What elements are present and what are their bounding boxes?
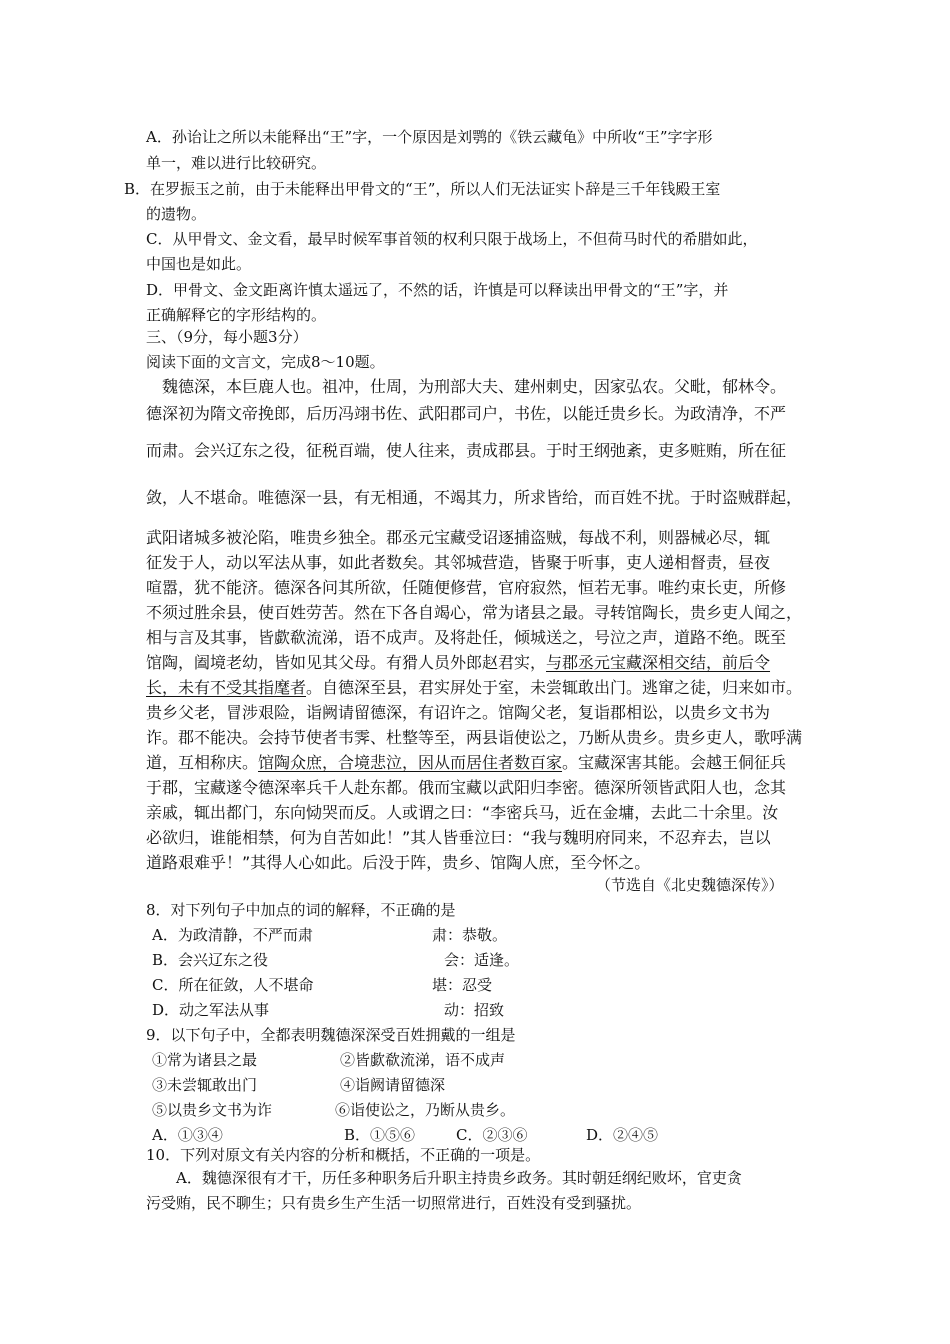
q9-item-5: ⑤以贵乡文书为诈	[152, 1101, 273, 1119]
q8-option-a-gloss: 肃：恭敬。	[432, 926, 508, 944]
q9-choice-b: B．①⑤⑥	[344, 1126, 416, 1144]
passage-line: 必欲归，谁能相禁，何为自苦如此！”其人皆垂泣曰：“我与魏明府同来，不忍弃去，岂以	[146, 828, 771, 847]
passage-line: 道路艰难乎！”其得人心如此。后没于阵，贵乡、馆陶人庶，至今怀之。	[146, 853, 651, 872]
passage-line	[146, 678, 802, 698]
q7-option-c-line1: C．从甲骨文、金文看，最早时候军事首领的权利只限于战场上，不但荷马时代的希腊如此，	[146, 230, 758, 248]
passage-line: 魏德深，本巨鹿人也。祖冲，仕周，为刑部大夫、建州刺史，因家弘农。父毗，郁林令。	[162, 377, 787, 396]
q9-item-1: ①常为诸县之最	[152, 1051, 258, 1069]
q7-option-b-line2: 的遗物。	[146, 205, 207, 223]
q8-option-c: C．所在征敛，人不堪命	[152, 976, 314, 994]
passage-line: 相与言及其事，皆歔欷流涕，语不成声。及将赴任，倾城送之，号泣之声，道路不绝。既至	[146, 628, 787, 647]
passage-line: 敛，人不堪命。唯德深一县，有无相通，不竭其力，所求皆给，而百姓不扰。于时盗贼群起，	[146, 488, 803, 507]
q9-choice-c: C．②③⑥	[456, 1126, 528, 1144]
q8-option-d: D．动之军法从事	[152, 1001, 270, 1019]
passage-line: 亲戚，辄出都门，东向恸哭而反。人或谓之曰：“李密兵马，近在金墉，去此二十余里。汝	[146, 803, 779, 822]
passage-text: 馆陶，阖境老幼，皆如见其父母。有猾人员外郎赵君实，	[146, 653, 547, 672]
q8-option-d-gloss: 动：招致	[444, 1001, 505, 1019]
q10-stem: 10．下列对原文有关内容的分析和概括，不正确的一项是。	[146, 1146, 541, 1164]
underlined-sentence-1a: 与郡丞元宝藏深相交结，前后令	[546, 653, 771, 672]
q9-item-3: ③未尝辄敢出门	[152, 1076, 258, 1094]
passage-line: 贵乡父老，冒涉艰险，诣阙请留德深，有诏许之。馆陶父老，复诣郡相讼，以贵乡文书为	[146, 703, 771, 722]
section-instruction: 阅读下面的文言文，完成8～10题。	[146, 353, 385, 371]
passage-text: 。自德深至县，君实屏处于室，未尝辄敢出门。逃窜之徒，归来如市。	[306, 678, 803, 697]
passage-line: 于郡，宝藏遂令德深率兵千人赴东都。俄而宝藏以武阳归李密。德深所领皆武阳人也，念其	[146, 778, 787, 797]
passage-line: 征发于人，动以军法从事，如此者数矣。其邻城营造，皆聚于听事，吏人递相督责，昼夜	[146, 553, 771, 572]
passage-line: 不须过胜余县，使百姓劳苦。然在下各自竭心，常为诸县之最。寻转馆陶长，贵乡吏人闻之，	[146, 603, 803, 622]
passage-line: 喧嚣，犹不能济。德深各问其所欲，任随便修营，官府寂然，恒若无事。唯约束长吏，所修	[146, 578, 787, 597]
q7-option-d-line1: D．甲骨文、金文距离许慎太遥远了，不然的话，许慎是可以释读出甲骨文的“王”字，并	[146, 281, 729, 299]
q8-stem: 8．对下列句子中加点的词的解释，不正确的是	[146, 901, 456, 919]
q7-option-c-line2: 中国也是如此。	[146, 255, 252, 273]
q10-option-a-line1: A．魏德深很有才干，历任多种职务后升职主持贵乡政务。其时朝廷纲纪败坏，官吏贪	[176, 1169, 742, 1187]
passage-text: 。宝藏深害其能。会越王侗征兵	[562, 753, 787, 772]
passage-source: （节选自《北史魏德深传》）	[596, 876, 784, 894]
q9-choice-d: D．②④⑤	[586, 1126, 659, 1144]
underlined-sentence-2: 馆陶众庶，合境悲泣，因从而居住者数百家	[258, 753, 563, 772]
q7-option-a-line2: 单一，难以进行比较研究。	[146, 154, 327, 172]
q9-item-4: ④诣阙请留德深	[340, 1076, 446, 1094]
passage-line	[146, 753, 786, 773]
q7-option-b-line1: B．在罗振玉之前，由于未能释出甲骨文的“王”，所以人们无法证实卜辞是三千年钱殿王室	[124, 180, 721, 198]
passage-line: 而肃。会兴辽东之役，征税百端，使人往来，责成郡县。于时王纲弛紊，吏多赃贿，所在征	[146, 441, 787, 460]
passage-line: 德深初为隋文帝挽郎，后历冯翊书佐、武阳郡司户，书佐，以能迁贵乡长。为政清净，不严	[146, 404, 787, 423]
passage-line	[146, 653, 770, 673]
q8-option-b-gloss: 会：适逢。	[444, 951, 520, 969]
underlined-sentence-1b: 长，未有不受其指麾者	[146, 678, 307, 697]
passage-line: 武阳诸城多被沦陷，唯贵乡独全。郡丞元宝藏受诏逐捕盗贼，每战不利，则器械必尽，辄	[146, 528, 771, 547]
q7-option-d-line2: 正确解释它的字形结构的。	[146, 306, 327, 324]
q8-option-a: A．为政清静，不严而肃	[152, 926, 313, 944]
q9-stem: 9．以下句子中，全都表明魏德深深受百姓拥戴的一组是	[146, 1026, 516, 1044]
q8-option-c-gloss: 堪：忍受	[432, 976, 493, 994]
q10-option-a-line2: 污受贿，民不聊生；只有贵乡生产生活一切照常进行，百姓没有受到骚扰。	[146, 1194, 642, 1212]
q8-option-b: B．会兴辽东之役	[152, 951, 269, 969]
passage-text: 道，互相称庆。	[146, 753, 259, 772]
section-heading: 三、（9分，每小题3分）	[146, 328, 308, 346]
passage-line: 诈。郡不能决。会持节使者韦霁、杜整等至，两县诣使讼之，乃断从贵乡。贵乡吏人，歌呼满	[146, 728, 803, 747]
q9-item-6: ⑥诣使讼之，乃断从贵乡。	[335, 1101, 516, 1119]
q9-item-2: ②皆歔欷流涕，语不成声	[340, 1051, 506, 1069]
q7-option-a-line1: A．孙诒让之所以未能释出“王”字，一个原因是刘鹗的《铁云藏龟》中所收“王”字字形	[146, 128, 713, 146]
q9-choice-a: A．①③④	[152, 1126, 223, 1144]
